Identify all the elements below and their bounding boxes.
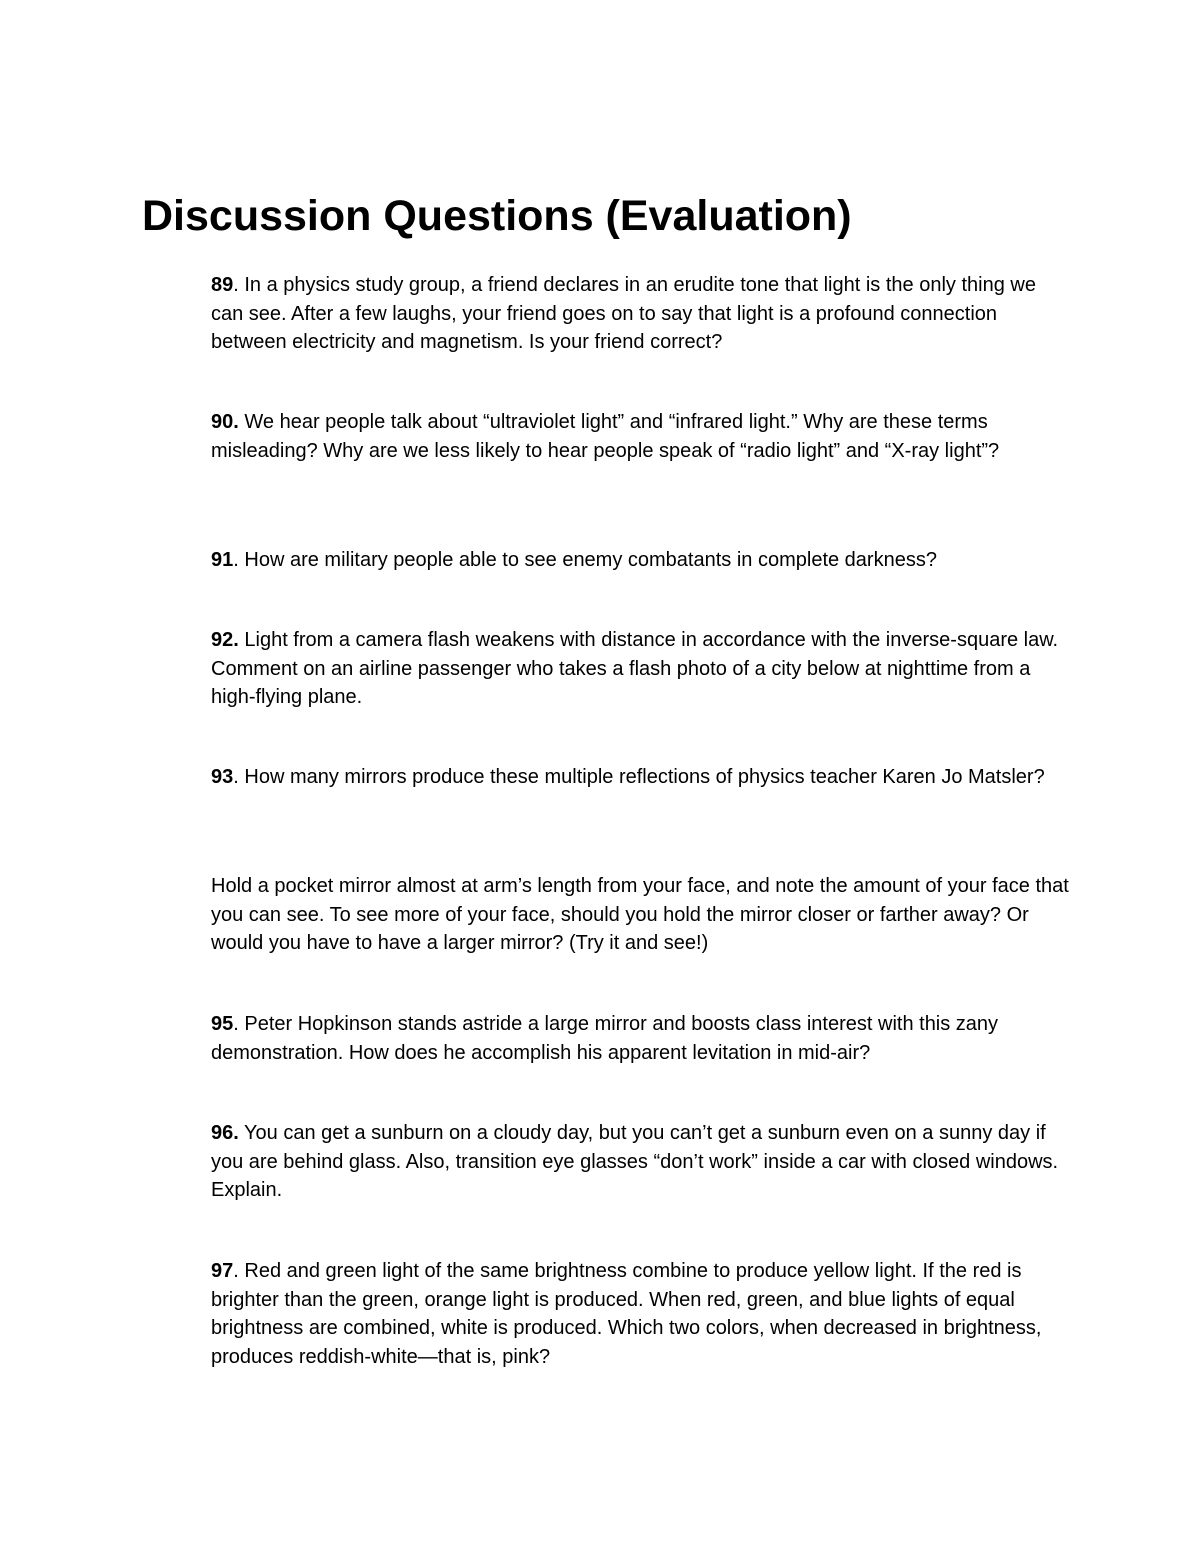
page-title: Discussion Questions (Evaluation) xyxy=(142,192,852,240)
question-text: You can get a sunburn on a cloudy day, but you can’t get a sunburn even on a sunny day if you are behind glass. Also, transition eye glasses “don’t work” inside a car with closed windows. Explain. xyxy=(211,1122,1059,1201)
question-number: 92. xyxy=(211,629,239,651)
question-number: 93 xyxy=(211,766,234,788)
question-97 xyxy=(211,1257,1071,1371)
question-number: 96. xyxy=(211,1122,239,1144)
question-number: 91 xyxy=(211,549,234,571)
question-number: 95 xyxy=(211,1013,234,1035)
question-92 xyxy=(211,626,1071,712)
question-89 xyxy=(211,271,1071,357)
question-text: In a physics study group, a friend declares in an erudite tone that light is the only thing we can see. After a few laughs, your friend goes on to say that light is a profound connection between electricity and magnetism. Is your friend correct? xyxy=(211,274,1036,353)
question-number: 90. xyxy=(211,411,239,433)
question-95 xyxy=(211,1010,1071,1067)
question-text: How many mirrors produce these multiple reflections of physics teacher Karen Jo Matsler? xyxy=(244,766,1045,788)
question-separator: . xyxy=(233,1013,245,1035)
question-text: How are military people able to see enemy combatants in complete darkness? xyxy=(244,549,937,571)
question-separator: . xyxy=(233,1260,245,1282)
question-number: 97 xyxy=(211,1260,234,1282)
question-text: We hear people talk about “ultraviolet light” and “infrared light.” Why are these terms misleading? Why are we less likely to hear people speak of “radio light” and “X-ray light”? xyxy=(211,411,1000,462)
question-text: Light from a camera flash weakens with distance in accordance with the inverse-square law. Comment on an airline passenger who takes a flash photo of a city below at nighttime from a high-flying plane. xyxy=(211,629,1059,708)
question-separator: . xyxy=(233,766,245,788)
question-94 xyxy=(211,872,1071,958)
question-separator: . xyxy=(233,549,245,571)
question-text: Red and green light of the same brightness combine to produce yellow light. If the red is brighter than the green, orange light is produced. When red, green, and blue lights of equal brightness are combined, white is produced. Which two colors, when decreased in brightness, produces reddish-white—that is, pink? xyxy=(211,1260,1042,1368)
question-text: Peter Hopkinson stands astride a large mirror and boosts class interest with this zany demonstration. How does he accomplish his apparent levitation in mid-air? xyxy=(211,1013,999,1064)
question-93 xyxy=(211,763,1071,792)
question-91 xyxy=(211,546,1071,575)
question-text: Hold a pocket mirror almost at arm’s length from your face, and note the amount of your face that you can see. To see more of your face, should you hold the mirror closer or farther away? Or would you have to have a larger mirror? (Try it and see!) xyxy=(211,875,1069,954)
question-separator: . xyxy=(233,274,245,296)
question-96 xyxy=(211,1119,1071,1205)
question-number: 89 xyxy=(211,274,234,296)
question-90 xyxy=(211,408,1071,465)
